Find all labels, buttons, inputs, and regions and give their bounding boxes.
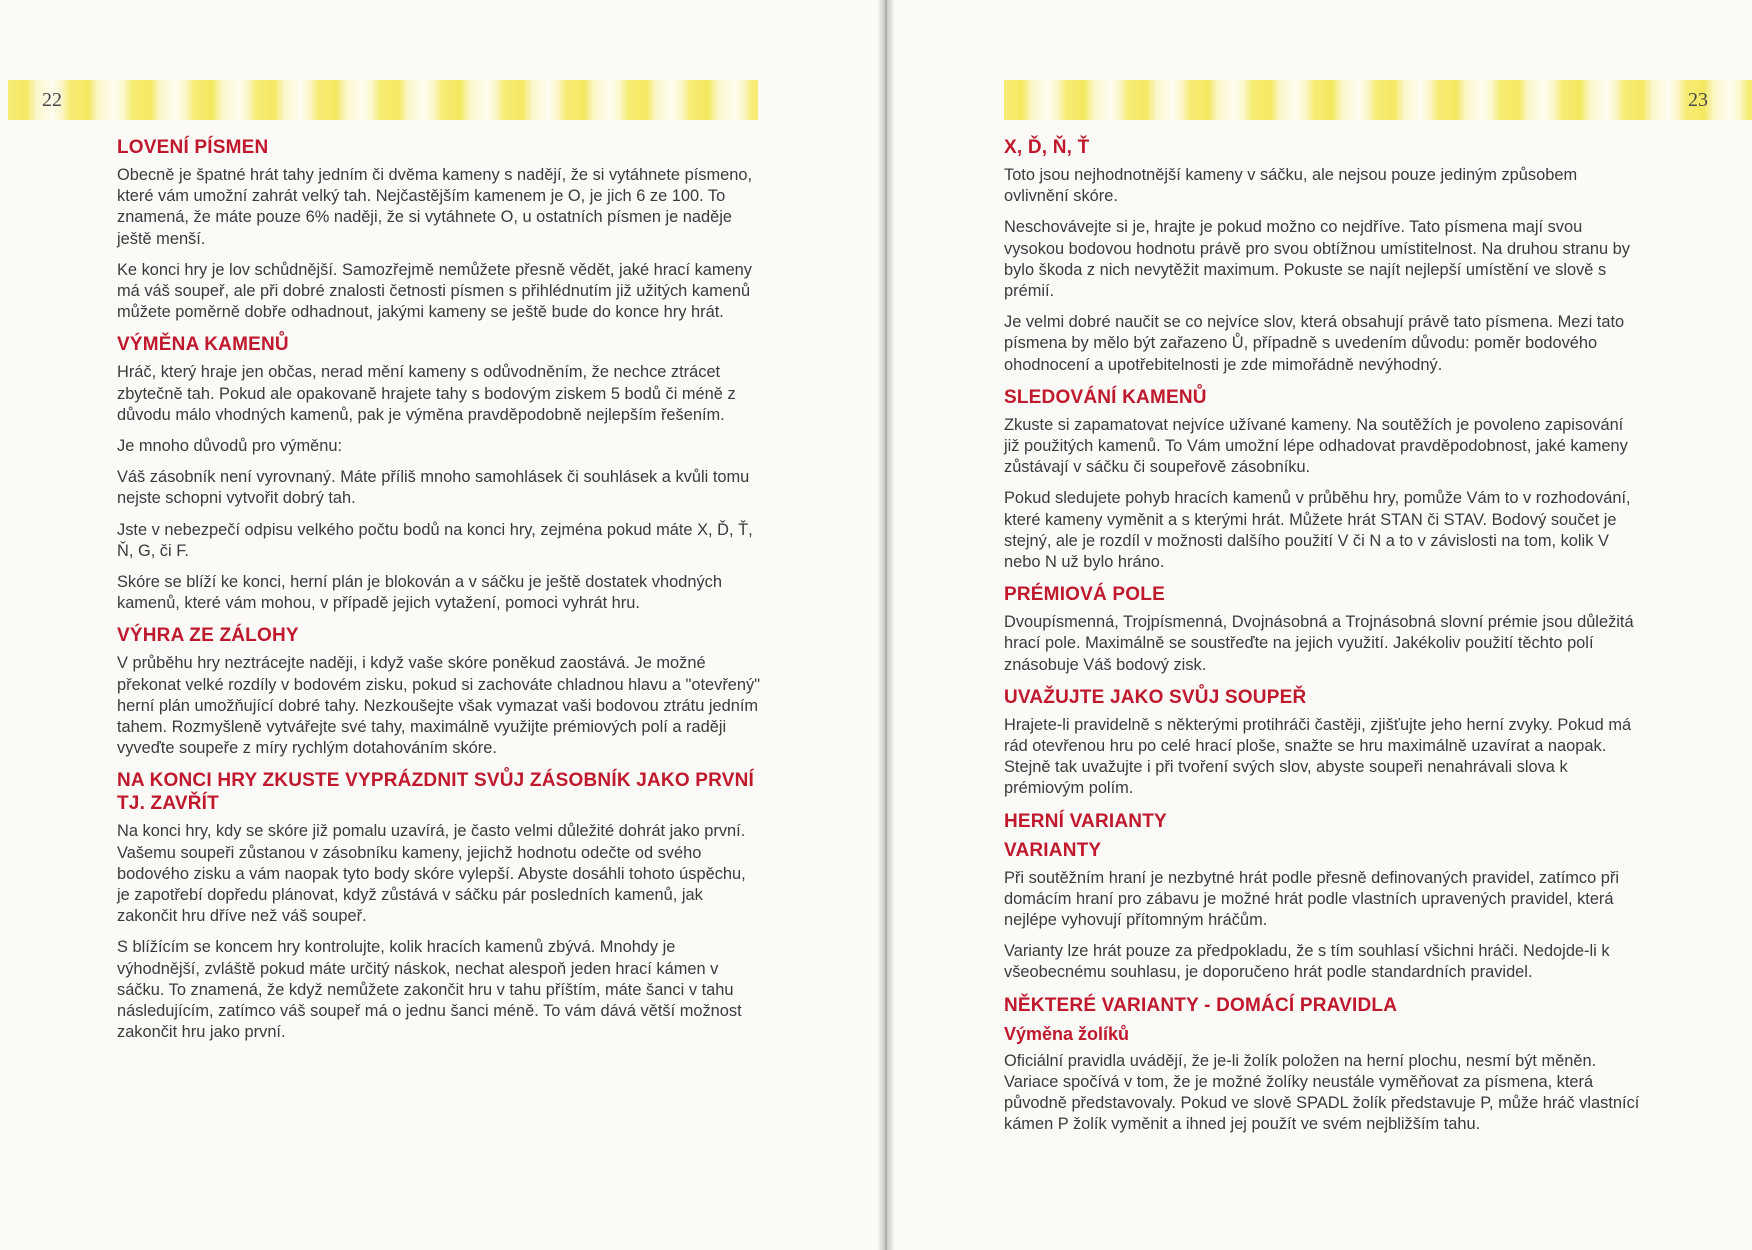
paragraph: S blížícím se koncem hry kontrolujte, kolik hracích kamenů zbývá. Mnohdy je výhodnější, zvláště pokud máte určitý náskok, nechat alespoň jeden hrací kámen v sáčku. To znamená, že když nemůžete zakončit hru v tahu příštím, máte šanci v tahu následujícím, zatímco váš soupeř má o jednu šanci méně. To vám dává větší možnost zakončit hru jako první. xyxy=(117,938,742,1042)
paragraph: Skóre se blíží ke konci, herní plán je blokován a v sáčku je ještě dostatek vhodných kamenů, které vám mohou, v případě jejich vytažení, pomoci vyhrát hru. xyxy=(117,573,722,613)
paragraph: Dvoupísmenná, Trojpísmenná, Dvojnásobná a Trojnásobná slovní prémie jsou důležitá hrací pole. Maximálně se soustřeďte na jejich využití. Jakékoliv použití těchto polí znásobuje Váš bodový zisk. xyxy=(1004,613,1634,674)
left-text-column xyxy=(117,136,761,1054)
section-heading: PRÉMIOVÁ POLE xyxy=(1004,584,1165,606)
paragraph: Zkuste si zapamatovat nejvíce užívané kameny. Na soutěžích je povoleno zapisování již použitých kamenů. To Vám umožní lépe odhadovat pravděpodobnost, jaké kameny zůstávají v sáčku či soupeřově zásobníku. xyxy=(1004,415,1628,477)
paragraph: Neschovávejte si je, hrajte je pokud možno co nejdříve. Tato písmena mají svou vysokou bodovou hodnotu právě pro svou obtížnou umístitelnost. Na druhou stranu by bylo škoda z nich nevytěžit maximum. Pokuste se najít nejlepší umístění ve slově s prémií. xyxy=(1004,218,1630,301)
subsection-heading: Výměna žolíků xyxy=(1004,1023,1130,1044)
paragraph: Na konci hry, kdy se skóre již pomalu uzavírá, je často velmi důležité dohrát jako první. Vašemu soupeři zůstanou v zásobníku kameny, jejichž hodnotu odečte od svého bodového zisku a vám naopak tyto body skóre vylepší. Abyste dosáhli tohoto úspěchu, je zapotřebí dopředu plánovat, když zůstává v sáčku pár posledních kamenů, jak zakončit hru dříve než váš soupeř. xyxy=(117,822,746,926)
section-heading: SLEDOVÁNÍ KAMENŮ xyxy=(1004,386,1207,408)
section-heading: UVAŽUJTE JAKO SVŮJ SOUPEŘ xyxy=(1004,686,1307,708)
section-heading: VARIANTY xyxy=(1004,839,1102,861)
paragraph: Varianty lze hrát pouze za předpokladu, že s tím souhlasí všichni hráči. Nedojde-li k všeobecnému souhlasu, je doporučeno hrát podle standardních pravidel. xyxy=(1004,942,1610,982)
paragraph: V průběhu hry neztrácejte naději, i když vaše skóre poněkud zaostává. Je možné překonat velké rozdíly v bodovém zisku, pokud si zachováte chladnou hlavu a "otevřený" herní plán umožňující dobré tahy. Nezkoušejte však vymazat vaši bodovou ztrátu jedním tahem. Rozmyšleně vytvářejte své tahy, maximálně využijte prémiových polí a raději vyveďte soupeře z míry rychlým dotahováním skóre. xyxy=(117,654,761,758)
yellow-header-band xyxy=(1004,80,1752,120)
section-heading: VÝMĚNA KAMENŮ xyxy=(117,334,289,356)
section-heading: NA KONCI HRY ZKUSTE VYPRÁZDNIT SVŮJ ZÁSOBNÍK JAKO PRVNÍ TJ. ZAVŘÍT xyxy=(117,770,755,815)
page-number: 22 xyxy=(42,89,62,111)
section-heading: NĚKTERÉ VARIANTY - DOMÁCÍ PRAVIDLA xyxy=(1004,994,1398,1016)
paragraph: Toto jsou nejhodnotnější kameny v sáčku, ale nejsou pouze jediným způsobem ovlivnění skóre. xyxy=(1004,166,1578,206)
paragraph: Jste v nebezpečí odpisu velkého počtu bodů na konci hry, zejména pokud máte X, Ď, Ť, Ň, G, či F. xyxy=(117,520,753,560)
section-heading: LOVENÍ PÍSMEN xyxy=(117,137,269,158)
paragraph: Obecně je špatné hrát tahy jedním či dvěma kameny s nadějí, že si vytáhnete písmeno, které vám umožní zahrát velký tah. Nejčastějším kamenem je O, je jich 6 ze 100. To znamená, že máte pouze 6% naději, že si vytáhnete O, u ostatních písmen je naděje ještě menší. xyxy=(117,166,753,248)
paragraph: Je mnoho důvodů pro výměnu: xyxy=(117,437,343,456)
paragraph: Při soutěžním hraní je nezbytné hrát podle přesně definovaných pravidel, zatímco při domácím hraní pro zábavu je možné hrát podle vlastních upravených pravidel, která nejlépe vyhovují přítomným hráčům. xyxy=(1004,868,1619,930)
paragraph: Je velmi dobré naučit se co nejvíce slov, která obsahují právě tato písmena. Mezi tato písmena by mělo být zařazeno Ů, případně s uvedením důvodu: poměr bodového ohodnocení a upotřebitelnosti je zde mimořádně nevýhodný. xyxy=(1004,313,1625,374)
paragraph: Ke konci hry je lov schůdnější. Samozřejmě nemůžete přesně vědět, jaké hrací kameny má váš soupeř, ale při dobré znalosti četnosti písmen s přihlédnutím již užitých kamenů můžete poměrně dobře odhadnout, jakými kameny se ještě bude do konce hry hrát. xyxy=(117,260,752,322)
paragraph: Hrajete-li pravidelně s některými protihráči častěji, zjišťujte jeho herní zvyky. Pokud má rád otevřenou hru po celé hrací ploše, snažte se hru maximálně uzavírat a naopak. Stejně tak uvažujte i při tvoření svých slov, abyste soupeři nenahrávali slova k prémiovým polím. xyxy=(1004,715,1632,798)
yellow-header-band xyxy=(8,80,758,120)
paragraph: Hráč, který hraje jen občas, nerad mění kameny s odůvodněním, že nechce ztrácet zbytečně tah. Pokud ale opakovaně hrajete tahy s bodovým ziskem 5 bodů či méně z důvodu málo vhodných kamenů, pak je výměna pravděpodobně nejlepším řešením. xyxy=(117,363,736,424)
book-spine xyxy=(878,0,894,1250)
section-heading: HERNÍ VARIANTY xyxy=(1004,810,1167,832)
right-text-column xyxy=(1004,136,1642,1146)
paragraph: Pokud sledujete pohyb hracích kamenů v průběhu hry, pomůže Vám to v rozhodování, které kameny vyměnit a s kterými hrát. Můžete hrát STAN či STAV. Bodový součet je stejný, ale je rozdíl v možnosti dalšího použití V či N a to v závislosti na tom, kolik V nebo N už bylo hráno. xyxy=(1004,489,1631,572)
page-number: 23 xyxy=(1688,89,1708,111)
paragraph: Váš zásobník není vyrovnaný. Máte příliš mnoho samohlásek či souhlásek a kvůli tomu nejste schopni vytvořit dobrý tah. xyxy=(117,468,750,508)
paragraph: Oficiální pravidla uvádějí, že je-li žolík položen na herní plochu, nesmí být měněn. Variace spočívá v tom, že je možné žolíky neustále vyměňovat za písmena, která původně představovaly. Pokud ve slově SPADL žolík představuje P, může hráč vlastnící kámen P žolík vyměnit a ihned jej použít ve svém nejbližším tahu. xyxy=(1004,1051,1640,1134)
section-heading: VÝHRA ZE ZÁLOHY xyxy=(117,625,299,647)
section-heading: X, Ď, Ň, Ť xyxy=(1004,137,1090,158)
